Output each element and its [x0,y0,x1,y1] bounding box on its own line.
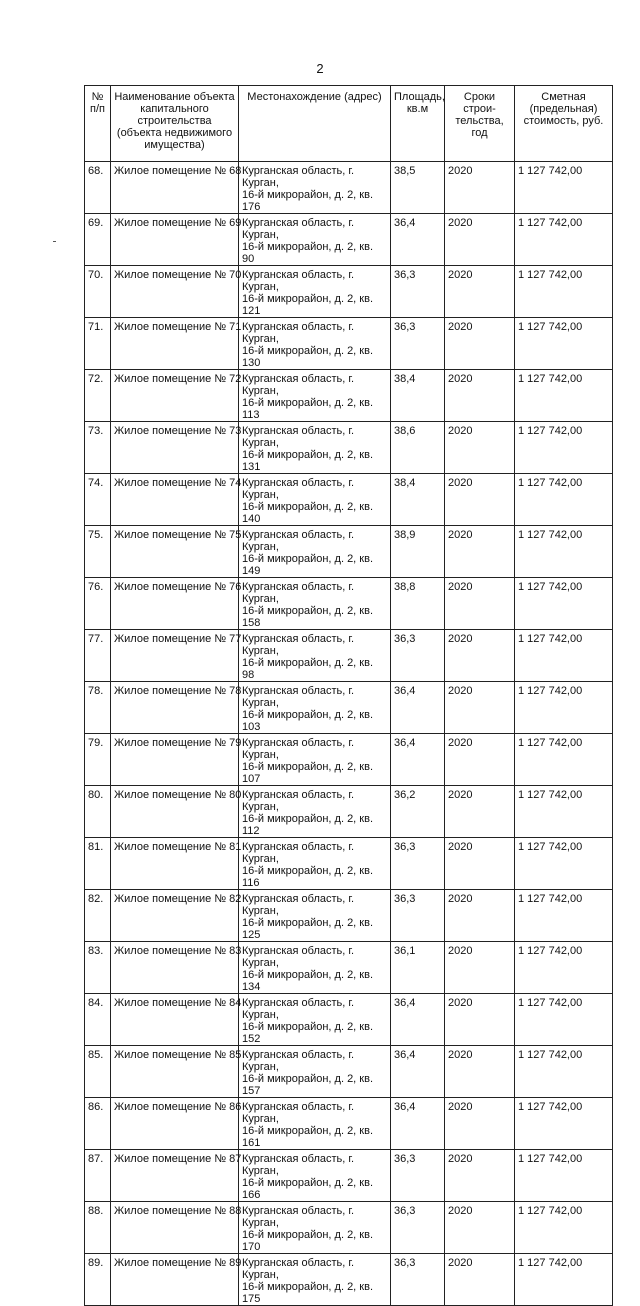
address-line-2: 16-й микрорайон, д. 2, кв. 107 [242,761,374,785]
construction-year: 2020 [445,578,515,630]
estimated-cost: 1 127 742,00 [515,630,613,682]
address [239,630,391,682]
address [239,1254,391,1306]
construction-year: 2020 [445,162,515,214]
area: 38,4 [391,370,445,422]
row-number: 73. [85,422,111,474]
construction-year: 2020 [445,422,515,474]
address [239,422,391,474]
estimated-cost: 1 127 742,00 [515,1098,613,1150]
area: 38,5 [391,162,445,214]
address [239,786,391,838]
address-line-2: 16-й микрорайон, д. 2, кв. 90 [242,241,374,265]
estimated-cost: 1 127 742,00 [515,370,613,422]
address-line-1: Курганская область, г. Курган, [242,1153,355,1177]
address-line-2: 16-й микрорайон, д. 2, кв. 152 [242,1021,374,1045]
address-line-2: 16-й микрорайон, д. 2, кв. 157 [242,1073,374,1097]
object-name: Жилое помещение № 87 [111,1150,239,1202]
table-row [85,422,613,474]
table-row [85,1098,613,1150]
table-row [85,1046,613,1098]
address-line-1: Курганская область, г. Курган, [242,1101,355,1125]
address [239,162,391,214]
construction-year: 2020 [445,942,515,994]
area: 36,4 [391,994,445,1046]
area: 38,9 [391,526,445,578]
estimated-cost: 1 127 742,00 [515,318,613,370]
estimated-cost: 1 127 742,00 [515,526,613,578]
estimated-cost: 1 127 742,00 [515,266,613,318]
table-row [85,526,613,578]
address [239,1098,391,1150]
construction-year: 2020 [445,318,515,370]
object-name: Жилое помещение № 88 [111,1202,239,1254]
estimated-cost: 1 127 742,00 [515,1202,613,1254]
header-name: Наименование объекта капитального строительства (объекта недвижимого имущества) [111,86,239,162]
address-line-1: Курганская область, г. Курган, [242,737,355,761]
area: 36,3 [391,1254,445,1306]
estimated-cost: 1 127 742,00 [515,942,613,994]
page-number: 2 [316,61,324,76]
address [239,890,391,942]
construction-year: 2020 [445,734,515,786]
row-number: 86. [85,1098,111,1150]
address-line-2: 16-й микрорайон, д. 2, кв. 116 [242,865,374,889]
estimated-cost: 1 127 742,00 [515,474,613,526]
address [239,1150,391,1202]
table-row [85,942,613,994]
area: 36,3 [391,266,445,318]
object-name: Жилое помещение № 85 [111,1046,239,1098]
estimated-cost: 1 127 742,00 [515,578,613,630]
address-line-1: Курганская область, г. Курган, [242,1049,355,1073]
construction-year: 2020 [445,474,515,526]
estimated-cost: 1 127 742,00 [515,1150,613,1202]
address-line-2: 16-й микрорайон, д. 2, кв. 175 [242,1281,374,1305]
address [239,1202,391,1254]
address [239,526,391,578]
table-row [85,682,613,734]
address-line-2: 16-й микрорайон, д. 2, кв. 166 [242,1177,374,1201]
construction-year: 2020 [445,1098,515,1150]
object-name: Жилое помещение № 73 [111,422,239,474]
estimated-cost: 1 127 742,00 [515,994,613,1046]
address-line-2: 16-й микрорайон, д. 2, кв. 103 [242,709,374,733]
object-name: Жилое помещение № 70 [111,266,239,318]
row-number: 69. [85,214,111,266]
table-row [85,838,613,890]
address-line-1: Курганская область, г. Курган, [242,581,355,605]
construction-year: 2020 [445,838,515,890]
address-line-1: Курганская область, г. Курган, [242,633,355,657]
address-line-1: Курганская область, г. Курган, [242,477,355,501]
address [239,994,391,1046]
address-line-2: 16-й микрорайон, д. 2, кв. 134 [242,969,374,993]
address-line-2: 16-й микрорайон, д. 2, кв. 170 [242,1229,374,1253]
table-header [85,86,613,162]
scan-artifact [53,241,56,242]
address-line-2: 16-й микрорайон, д. 2, кв. 112 [242,813,374,837]
area: 36,3 [391,318,445,370]
address-line-2: 16-й микрорайон, д. 2, кв. 140 [242,501,374,525]
estimated-cost: 1 127 742,00 [515,734,613,786]
header-num: № п/п [85,86,111,162]
address-line-2: 16-й микрорайон, д. 2, кв. 98 [242,657,374,681]
table-row [85,474,613,526]
construction-year: 2020 [445,890,515,942]
object-name: Жилое помещение № 86 [111,1098,239,1150]
address [239,578,391,630]
row-number: 78. [85,682,111,734]
estimated-cost: 1 127 742,00 [515,838,613,890]
area: 36,3 [391,890,445,942]
table-row [85,890,613,942]
estimated-cost: 1 127 742,00 [515,682,613,734]
area: 36,4 [391,1046,445,1098]
area: 36,1 [391,942,445,994]
address [239,942,391,994]
area: 36,2 [391,786,445,838]
object-name: Жилое помещение № 81 [111,838,239,890]
object-name: Жилое помещение № 78 [111,682,239,734]
construction-year: 2020 [445,214,515,266]
table-row [85,214,613,266]
header-cost: Сметная (предельная) стоимость, руб. [515,86,613,162]
construction-year: 2020 [445,1202,515,1254]
row-number: 84. [85,994,111,1046]
address-line-1: Курганская область, г. Курган, [242,685,355,709]
address-line-1: Курганская область, г. Курган, [242,1257,355,1281]
row-number: 82. [85,890,111,942]
object-name: Жилое помещение № 77 [111,630,239,682]
table-row [85,994,613,1046]
construction-year: 2020 [445,266,515,318]
area: 36,3 [391,630,445,682]
address [239,370,391,422]
address-line-1: Курганская область, г. Курган, [242,321,355,345]
table-row [85,1254,613,1306]
address-line-2: 16-й микрорайон, д. 2, кв. 161 [242,1125,374,1149]
object-name: Жилое помещение № 71 [111,318,239,370]
address-line-2: 16-й микрорайон, д. 2, кв. 149 [242,553,374,577]
object-name: Жилое помещение № 89 [111,1254,239,1306]
table-row [85,162,613,214]
table-row [85,318,613,370]
estimated-cost: 1 127 742,00 [515,890,613,942]
address [239,734,391,786]
object-name: Жилое помещение № 72 [111,370,239,422]
row-number: 85. [85,1046,111,1098]
address-line-1: Курганская область, г. Курган, [242,893,355,917]
address [239,214,391,266]
address-line-1: Курганская область, г. Курган, [242,217,355,241]
header-address: Местонахождение (адрес) [239,86,391,162]
area: 36,3 [391,838,445,890]
table-row [85,266,613,318]
object-name: Жилое помещение № 82 [111,890,239,942]
object-name: Жилое помещение № 83 [111,942,239,994]
table-row [85,370,613,422]
object-name: Жилое помещение № 75 [111,526,239,578]
address-line-1: Курганская область, г. Курган, [242,945,355,969]
area: 36,4 [391,682,445,734]
construction-year: 2020 [445,1046,515,1098]
construction-year: 2020 [445,1254,515,1306]
table-row [85,578,613,630]
object-name: Жилое помещение № 84 [111,994,239,1046]
address-line-1: Курганская область, г. Курган, [242,997,355,1021]
construction-year: 2020 [445,370,515,422]
address-line-1: Курганская область, г. Курган, [242,841,355,865]
table-row [85,630,613,682]
row-number: 81. [85,838,111,890]
row-number: 83. [85,942,111,994]
header-term: Сроки строи-тельства, год [445,86,515,162]
estimated-cost: 1 127 742,00 [515,1046,613,1098]
area: 36,4 [391,734,445,786]
row-number: 76. [85,578,111,630]
construction-year: 2020 [445,786,515,838]
header-area: Площадь, кв.м [391,86,445,162]
address [239,838,391,890]
address [239,682,391,734]
address-line-1: Курганская область, г. Курган, [242,373,355,397]
row-number: 71. [85,318,111,370]
object-name: Жилое помещение № 76 [111,578,239,630]
area: 38,8 [391,578,445,630]
address-line-2: 16-й микрорайон, д. 2, кв. 158 [242,605,374,629]
row-number: 87. [85,1150,111,1202]
row-number: 80. [85,786,111,838]
table-row [85,1202,613,1254]
area: 36,3 [391,1150,445,1202]
address-line-2: 16-й микрорайон, д. 2, кв. 113 [242,397,374,421]
address [239,266,391,318]
estimated-cost: 1 127 742,00 [515,422,613,474]
area: 36,4 [391,1098,445,1150]
address-line-1: Курганская область, г. Курган, [242,269,355,293]
row-number: 79. [85,734,111,786]
construction-year: 2020 [445,630,515,682]
row-number: 70. [85,266,111,318]
address-line-2: 16-й микрорайон, д. 2, кв. 125 [242,917,374,941]
address-line-2: 16-й микрорайон, д. 2, кв. 121 [242,293,374,317]
construction-year: 2020 [445,1150,515,1202]
row-number: 88. [85,1202,111,1254]
address [239,318,391,370]
row-number: 89. [85,1254,111,1306]
table-row [85,1150,613,1202]
object-name: Жилое помещение № 79 [111,734,239,786]
row-number: 68. [85,162,111,214]
address-line-1: Курганская область, г. Курган, [242,1205,355,1229]
construction-year: 2020 [445,526,515,578]
address-line-2: 16-й микрорайон, д. 2, кв. 130 [242,345,374,369]
address-line-2: 16-й микрорайон, д. 2, кв. 176 [242,189,374,213]
address-line-1: Курганская область, г. Курган, [242,425,355,449]
area: 38,6 [391,422,445,474]
address-line-1: Курганская область, г. Курган, [242,529,355,553]
property-table [84,85,613,1306]
estimated-cost: 1 127 742,00 [515,162,613,214]
table-row [85,734,613,786]
object-name: Жилое помещение № 80 [111,786,239,838]
area: 36,4 [391,214,445,266]
address-line-1: Курганская область, г. Курган, [242,165,355,189]
address [239,1046,391,1098]
estimated-cost: 1 127 742,00 [515,1254,613,1306]
address [239,474,391,526]
estimated-cost: 1 127 742,00 [515,786,613,838]
row-number: 75. [85,526,111,578]
construction-year: 2020 [445,682,515,734]
address-line-2: 16-й микрорайон, д. 2, кв. 131 [242,449,374,473]
area: 38,4 [391,474,445,526]
table-body [85,162,613,1306]
object-name: Жилое помещение № 74 [111,474,239,526]
construction-year: 2020 [445,994,515,1046]
address-line-1: Курганская область, г. Курган, [242,789,355,813]
row-number: 72. [85,370,111,422]
object-name: Жилое помещение № 68 [111,162,239,214]
table-row [85,786,613,838]
estimated-cost: 1 127 742,00 [515,214,613,266]
row-number: 74. [85,474,111,526]
object-name: Жилое помещение № 69 [111,214,239,266]
area: 36,3 [391,1202,445,1254]
row-number: 77. [85,630,111,682]
